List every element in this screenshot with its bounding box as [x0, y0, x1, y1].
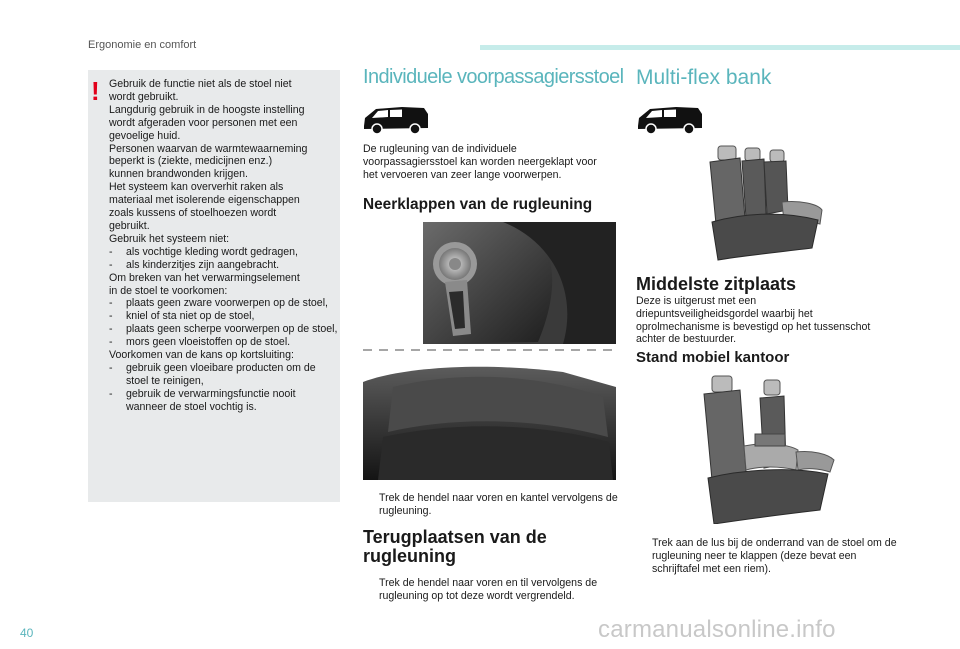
warning-line: wordt afgeraden voor personen met een [109, 116, 298, 129]
warning-line: gevoelige huid. [109, 129, 181, 142]
front-seat-intro: De rugleuning van de individuele voorpassagiersstoel kan worden neergeklapt voor het vervoeren van zeer lange voorwerpen. [363, 143, 597, 181]
heading-mobile-office: Stand mobiel kantoor [636, 349, 790, 366]
warning-item: - gebruik de verwarmingsfunctie nooit wanneer de stoel vochtig is. [109, 387, 296, 413]
warning-line: in de stoel te voorkomen: [109, 284, 228, 297]
mobile-office-illustration [700, 374, 840, 524]
warning-line: gebruikt. [109, 219, 150, 232]
warning-line: Het systeem kan oververhit raken als [109, 181, 284, 194]
page-number: 40 [20, 626, 34, 640]
van-icon [636, 104, 704, 136]
warning-text [109, 78, 339, 414]
seat-lever-illustration [363, 222, 616, 480]
multiflex-bench-illustration [700, 144, 830, 262]
warning-line: Gebruik de functie niet als de stoel niet [109, 78, 292, 90]
warning-item: - gebruik geen vloeibare producten om de stoel te reinigen, [109, 361, 316, 387]
warning-item: - als kinderzitjes zijn aangebracht. [109, 258, 280, 271]
warning-line: kunnen brandwonden krijgen. [109, 168, 248, 181]
warning-line: Om breken van het verwarmingselement [109, 271, 300, 284]
step-mobile-office: Trek aan de lus bij de onderrand van de stoel om de rugleuning neer te klappen (deze bevat een schrijftafel met een riem). [652, 537, 897, 575]
warning-line: Voorkomen van de kans op kortsluiting: [109, 349, 294, 362]
warning-line: wordt gebruikt. [109, 90, 179, 103]
heading-fold-backrest: Neerklappen van de rugleuning [363, 196, 593, 213]
warning-line: Personen waarvan de warmtewaarneming [109, 142, 308, 155]
warning-line: zoals kussens of stoelhoezen wordt [109, 207, 277, 220]
heading-middle-seat: Middelste zitplaats [636, 274, 797, 294]
step-replace-backrest: Trek de hendel naar voren en til vervolgens de rugleuning op tot deze wordt vergrendeld. [379, 577, 598, 602]
section-title-front-seat: Individuele voorpassagiersstoel [363, 66, 624, 88]
header-accent-bar [480, 45, 960, 50]
warning-item: - plaats geen zware voorwerpen op de stoel, [109, 297, 328, 310]
warning-item: - als vochtige kleding wordt gedragen, [109, 245, 298, 258]
heading-replace-backrest: Terugplaatsen van de rugleuning [363, 527, 547, 566]
van-icon [362, 104, 430, 136]
warning-exclamation-icon: ! [91, 76, 100, 106]
warning-line: Gebruik het systeem niet: [109, 232, 230, 245]
warning-item: - kniel of sta niet op de stoel, [109, 310, 255, 323]
warning-line: materiaal met isolerende eigenschappen [109, 194, 300, 207]
warning-item: - mors geen vloeistoffen op de stoel. [109, 336, 291, 349]
warning-line: Langdurig gebruik in de hoogste instelling [109, 103, 305, 116]
step-fold-backrest: Trek de hendel naar voren en kantel vervolgens de rugleuning. [379, 492, 618, 517]
section-title-multiflex: Multi-flex bank [636, 66, 772, 89]
warning-item: - plaats geen scherpe voorwerpen op de stoel, [109, 323, 338, 336]
warning-line: beperkt is (ziekte, medicijnen enz.) [109, 155, 273, 168]
section-label: Ergonomie en comfort [88, 39, 197, 51]
middle-seat-text: Deze is uitgerust met een driepuntsveiligheidsgordel waarbij het oprolmechanisme is bevestigd op het tussenschot achter de bestuurder. [636, 295, 871, 346]
watermark: carmanualsonline.info [598, 616, 836, 643]
